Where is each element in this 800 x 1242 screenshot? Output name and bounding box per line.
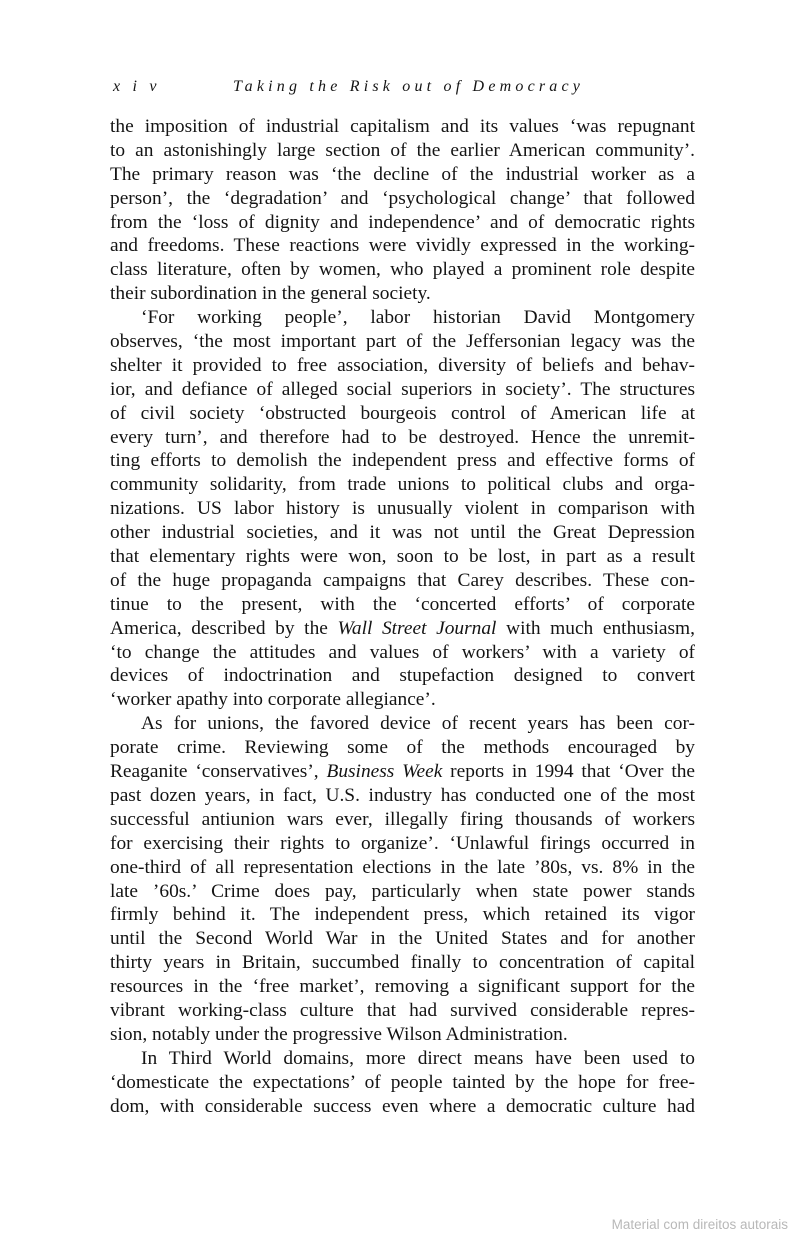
text-line: and freedoms. These reactions were vividly expressed in the working- xyxy=(110,235,695,257)
text-line: of civil society ‘obstructed bourgeois control of American life at xyxy=(110,402,695,424)
copyright-watermark: Material com direitos autorais xyxy=(611,1217,788,1232)
page-number: x i v xyxy=(113,78,161,95)
text-line: thirty years in Britain, succumbed finally to concentration of capital xyxy=(110,952,695,974)
text-line: firmly behind it. The independent press, which retained its vigor xyxy=(110,904,695,926)
text-line: ‘worker apathy into corporate allegiance’. xyxy=(110,689,436,711)
text-line: the imposition of industrial capitalism and its values ‘was repugnant xyxy=(110,116,695,137)
text-line: of the huge propaganda campaigns that Carey describes. These con- xyxy=(110,569,695,591)
text-line: until the Second World War in the United States and for another xyxy=(110,928,695,950)
text-line: for exercising their rights to organize’. ‘Unlawful firings occurred in xyxy=(110,832,695,854)
text-line: observes, ‘the most important part of the Jeffersonian legacy was the xyxy=(110,331,695,353)
text-line: ‘domesticate the expectations’ of people tainted by the hope for free- xyxy=(110,1071,695,1093)
text-line: successful antiunion wars ever, illegally firing thousands of workers xyxy=(110,808,695,830)
text-line: their subordination in the general society. xyxy=(110,283,431,305)
text-line: sion, notably under the progressive Wilson Administration. xyxy=(110,1023,568,1045)
text-line: ‘For working people’, labor historian David Montgomery xyxy=(141,307,695,329)
text-line: dom, with considerable success even where a democratic culture had xyxy=(110,1095,695,1117)
running-title: Taking the Risk out of Democracy xyxy=(233,78,585,95)
text-line: ‘to change the attitudes and values of workers’ with a variety of xyxy=(110,641,695,663)
text-line: to an astonishingly large section of the earlier American community’. xyxy=(110,139,695,161)
text-line: class literature, often by women, who played a prominent role despite xyxy=(110,259,695,281)
text-line: every turn’, and therefore had to be destroyed. Hence the unremit- xyxy=(110,426,695,448)
text-line: porate crime. Reviewing some of the methods encouraged by xyxy=(110,737,695,759)
text-line: person’, the ‘degradation’ and ‘psychological change’ that followed xyxy=(110,187,695,209)
text-line: vibrant working-class culture that had survived considerable repres- xyxy=(110,999,695,1021)
text-segment: with much enthusiasm, xyxy=(496,617,695,639)
text-line: tinue to the present, with the ‘concerted efforts’ of corporate xyxy=(110,593,695,615)
text-line: devices of indoctrination and stupefaction designed to convert xyxy=(110,665,695,687)
text-line: other industrial societies, and it was not until the Great Depression xyxy=(110,522,695,544)
text-line xyxy=(110,617,695,641)
text-segment: reports in 1994 that ‘Over the xyxy=(442,761,696,783)
text-segment: Reaganite ‘conservatives’, xyxy=(110,761,327,783)
text-line: from the ‘loss of dignity and independence’ and of democratic rights xyxy=(110,211,695,233)
text-line: resources in the ‘free market’, removing a significant support for the xyxy=(110,976,695,998)
text-segment: America, described by the xyxy=(110,617,338,639)
text-line: that elementary rights were won, soon to be lost, in part as a result xyxy=(110,546,695,568)
text-line xyxy=(110,760,695,784)
text-line: The primary reason was ‘the decline of the industrial worker as a xyxy=(110,163,695,185)
running-header xyxy=(113,78,713,96)
text-line: late ’60s.’ Crime does pay, particularly when state power stands xyxy=(110,880,695,902)
body-text xyxy=(110,115,695,1118)
text-line: community solidarity, from trade unions to political clubs and orga- xyxy=(110,474,695,496)
publication-title: Business Week xyxy=(326,761,443,783)
text-line: ior, and defiance of alleged social superiors in society’. The structures xyxy=(110,378,695,400)
publication-title: Wall Street Journal xyxy=(337,617,497,639)
text-line: As for unions, the favored device of recent years has been cor- xyxy=(141,713,695,735)
text-line: In Third World domains, more direct means have been used to xyxy=(141,1047,695,1069)
text-line: shelter it provided to free association, diversity of beliefs and behav- xyxy=(110,354,695,376)
text-line: one-third of all representation elections in the late ’80s, vs. 8% in the xyxy=(110,856,695,878)
text-line: past dozen years, in fact, U.S. industry has conducted one of the most xyxy=(110,784,695,806)
text-line: ting efforts to demolish the independent press and effective forms of xyxy=(110,450,695,472)
text-line: nizations. US labor history is unusually violent in comparison with xyxy=(110,498,695,520)
